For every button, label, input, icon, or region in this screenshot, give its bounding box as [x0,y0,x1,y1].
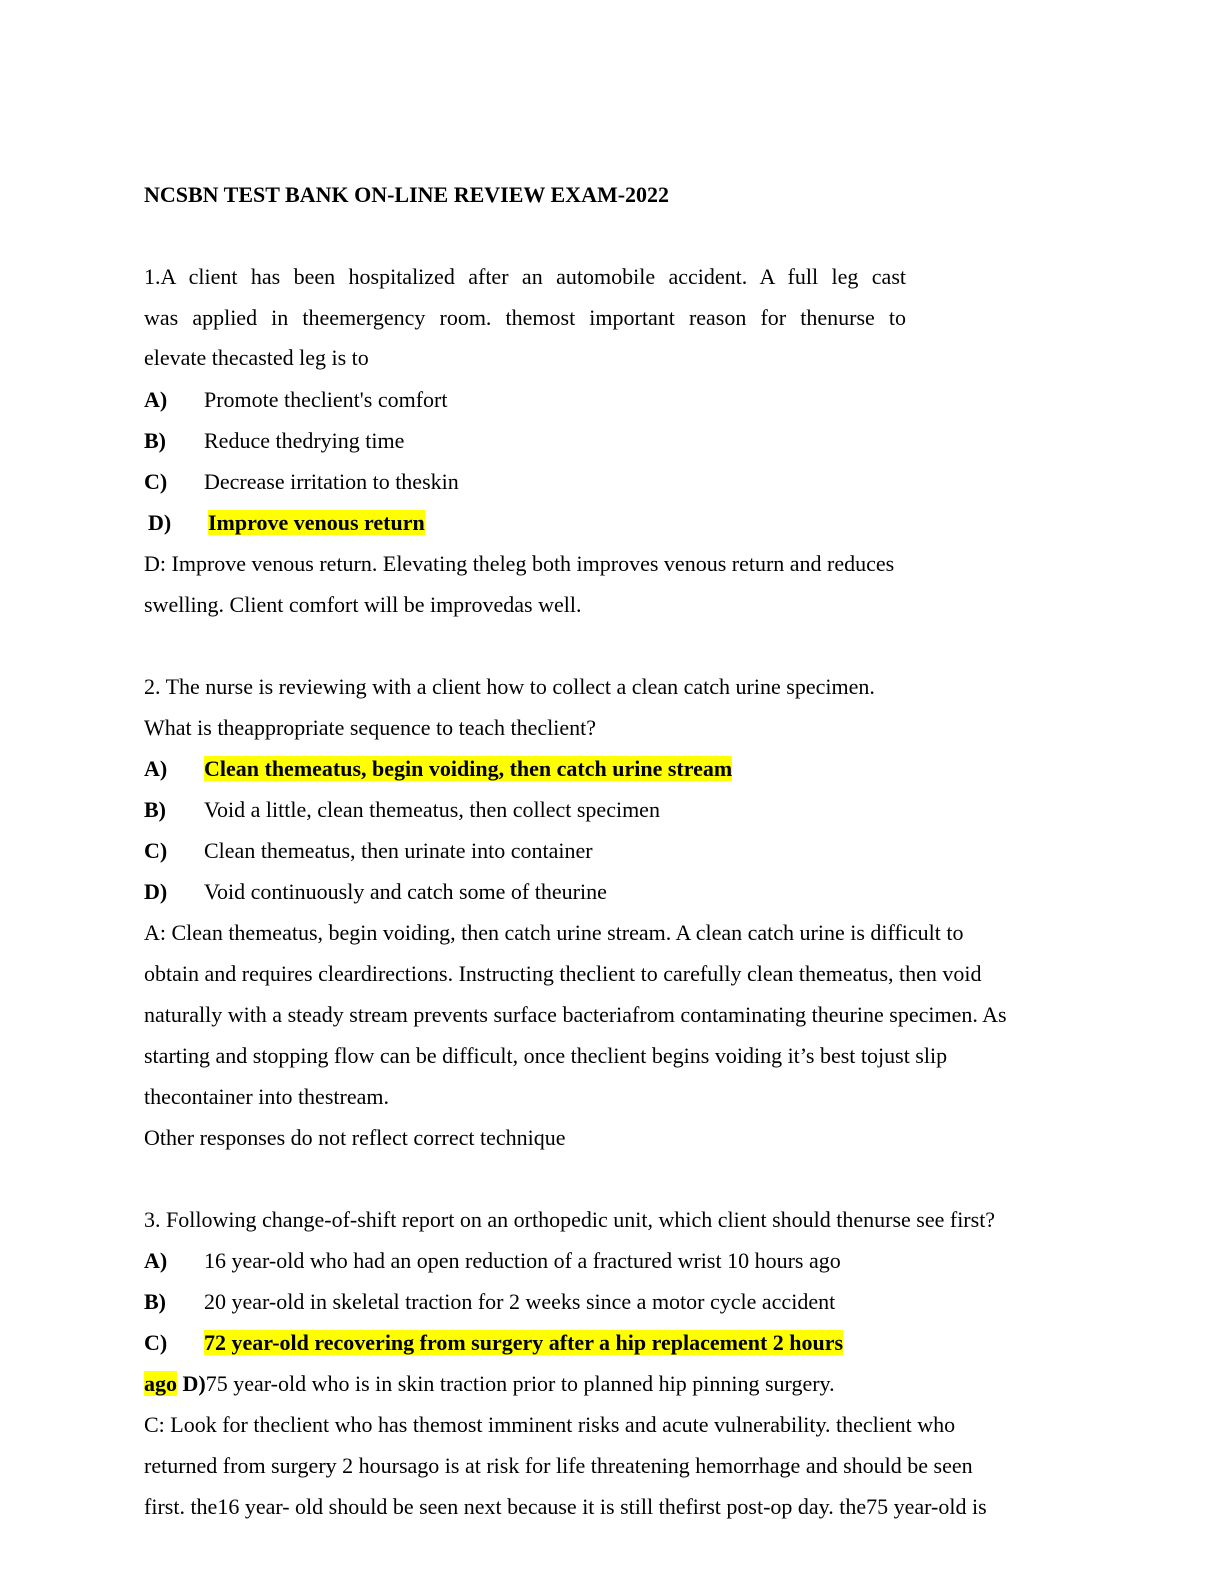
q3-option-a [144,1247,841,1275]
option-text: 75 year-old who is in skin traction prior to planned hip pinning surgery. [205,1371,835,1396]
q3-option-b [144,1288,835,1316]
option-letter: C) [144,469,168,494]
option-text: Clean themeatus, then urinate into container [204,838,593,863]
q1-option-a [144,386,447,414]
option-text: 20 year-old in skeletal traction for 2 weeks since a motor cycle accident [204,1289,836,1314]
highlighted-answer: 72 year-old recovering from surgery after a hip replacement 2 hours [204,1330,844,1355]
option-letter: A) [144,387,168,412]
option-letter: D) [148,510,172,535]
q1-stem-line-2: was applied in theemergency room. themost important reason for thenurse to [144,305,906,330]
highlighted-answer: Clean themeatus, begin voiding, then catch urine stream [204,756,733,781]
option-text: 16 year-old who had an open reduction of a fractured wrist 10 hours ago [204,1248,841,1273]
option-text: Reduce thedrying time [204,428,405,453]
q2-option-b [144,796,660,824]
q2-rationale-line-6: Other responses do not reflect correct technique [144,1125,566,1150]
option-letter: A) [144,756,168,781]
q2-rationale-line-1: A: Clean themeatus, begin voiding, then catch urine stream. A clean catch urine is difficult to [144,920,964,945]
q2-stem-line-2: What is theappropriate sequence to teach theclient? [144,715,597,740]
q2-rationale-line-2: obtain and requires cleardirections. Instructing theclient to carefully clean themeatus, then void [144,961,982,986]
option-letter: C) [144,838,168,863]
q2-option-a-correct [144,755,732,783]
option-letter: D) [144,879,168,904]
option-letter: D) [182,1371,206,1396]
q3-stem-line-1: 3. Following change-of-shift report on an orthopedic unit, which client should thenurse see first? [144,1207,996,1232]
q2-rationale-line-5: thecontainer into thestream. [144,1084,389,1109]
q1-option-d-correct [148,509,425,537]
q3-rationale-line-2: returned from surgery 2 hoursago is at risk for life threatening hemorrhage and should be seen [144,1453,973,1478]
q2-option-c [144,837,593,865]
option-letter: C) [144,1330,168,1355]
q3-rationale-line-3: first. the16 year- old should be seen next because it is still thefirst post-op day. the75 year-old is [144,1494,987,1519]
q2-rationale-line-4: starting and stopping flow can be difficult, once theclient begins voiding it’s best tojust slip [144,1043,948,1068]
option-text: Void continuously and catch some of theurine [204,879,607,904]
q1-rationale-line-2: swelling. Client comfort will be improvedas well. [144,592,582,617]
q2-option-d [144,878,607,906]
q1-rationale-line-1: D: Improve venous return. Elevating theleg both improves venous return and reduces [144,551,895,576]
q1-stem-line-3: elevate thecasted leg is to [144,345,369,370]
q2-stem-line-1: 2. The nurse is reviewing with a client how to collect a clean catch urine specimen. [144,674,875,699]
q2-rationale-line-3: naturally with a steady stream prevents surface bacteriafrom contaminating theurine specimen. As [144,1002,1007,1027]
q3-rationale-line-1: C: Look for theclient who has themost imminent risks and acute vulnerability. theclient who [144,1412,956,1437]
q3-option-c-continued-and-d [144,1370,835,1398]
highlighted-answer-continued: ago [144,1371,177,1396]
option-letter: B) [144,1289,166,1314]
option-text: Promote theclient's comfort [204,387,448,412]
q3-option-c-correct [144,1329,843,1357]
option-text: Decrease irritation to theskin [204,469,459,494]
q1-option-b [144,427,404,455]
document-title: NCSBN TEST BANK ON-LINE REVIEW EXAM-2022 [144,182,670,207]
option-letter: B) [144,428,166,453]
option-text: Void a little, clean themeatus, then collect specimen [204,797,660,822]
q1-option-c [144,468,459,496]
q1-stem-line-1: 1.A client has been hospitalized after an automobile accident. A full leg cast [144,264,906,289]
highlighted-answer: Improve venous return [208,510,425,535]
option-letter: B) [144,797,166,822]
option-letter: A) [144,1248,168,1273]
